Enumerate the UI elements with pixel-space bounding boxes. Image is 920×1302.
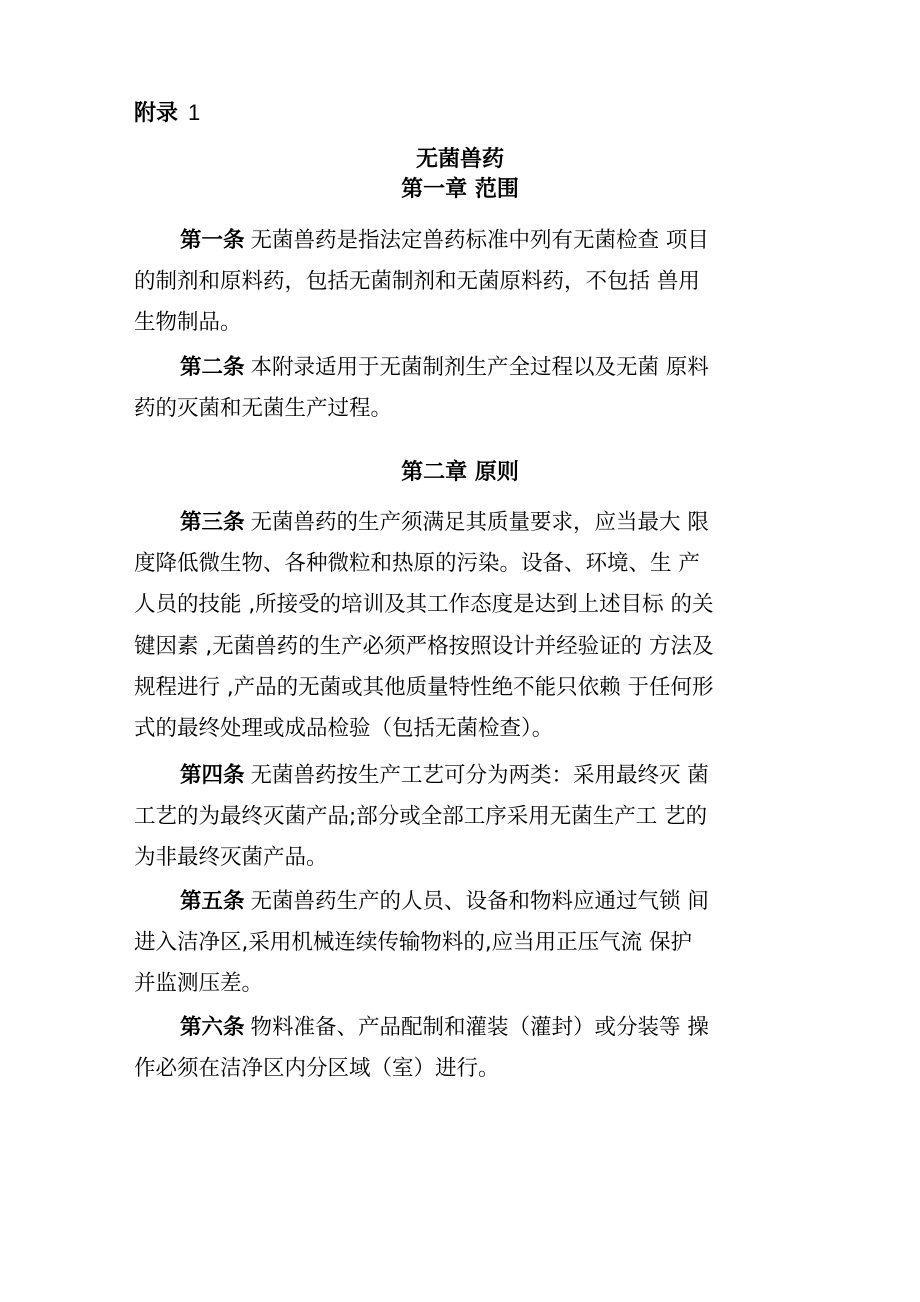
article-label: 第一条 <box>180 228 245 253</box>
article-text-line: 无菌兽药是指法定兽药标准中列有无菌检查 项目 <box>250 228 709 253</box>
article-text-line: 生物制品。 <box>134 310 242 336</box>
article-text-line: 物料准备、产品配制和灌装（灌封）或分装等 操 <box>250 1015 709 1040</box>
article-text-line: 药的灭菌和无菌生产过程。 <box>134 396 393 422</box>
article-2 <box>134 347 794 429</box>
article-text-line: 无菌兽药的生产须满足其质量要求，应当最大 限 <box>250 510 709 535</box>
article-text-line: 无菌兽药按生产工艺可分为两类：采用最终灭 菌 <box>250 763 709 788</box>
article-text-line: 进入洁净区,采用机械连续传输物料的,应当用正压气流 保护 <box>134 930 693 956</box>
article-text-line: 式的最终处理或成品检验（包括无菌检查）。 <box>134 715 554 741</box>
article-text-line: 本附录适用于无菌制剂生产全过程以及无菌 原料 <box>250 355 709 380</box>
article-4 <box>134 755 794 879</box>
article-5 <box>134 881 794 1005</box>
article-text-line: 规程进行 ,产品的无菌或其他质量特性绝不能只依赖 于任何形 <box>134 674 714 700</box>
chapter-2-heading: 第二章 原则 <box>401 460 519 485</box>
article-6 <box>134 1007 794 1089</box>
article-text-line: 并监测压差。 <box>134 971 264 997</box>
article-text-line: 作必须在洁净区内分区域（室）进行。 <box>134 1056 500 1082</box>
appendix-heading <box>134 96 200 127</box>
document-title: 无菌兽药 <box>415 147 504 172</box>
article-text-line: 工艺的为最终灭菌产品;部分或全部工序采用无菌生产工 艺的 <box>134 804 708 830</box>
article-text-line: 无菌兽药生产的人员、设备和物料应通过气锁 间 <box>250 889 709 914</box>
article-label: 第三条 <box>180 510 245 535</box>
article-text-line: 键因素 ,无菌兽药的生产必须严格按照设计并经验证的 方法及 <box>134 633 714 659</box>
article-label: 第五条 <box>180 889 245 914</box>
article-text-line: 人员的技能 ,所接受的培训及其工作态度是达到上述目标 的关 <box>134 592 714 618</box>
article-label: 第二条 <box>180 355 245 380</box>
article-3 <box>134 502 794 749</box>
article-text-line: 为非最终灭菌产品。 <box>134 845 328 871</box>
appendix-number: 1 <box>188 100 201 125</box>
article-label: 第四条 <box>180 763 245 788</box>
article-1 <box>134 220 794 344</box>
article-label: 第六条 <box>180 1015 245 1040</box>
article-text-line: 度降低微生物、各种微粒和热原的污染。设备、环境、生 产 <box>134 551 700 577</box>
article-text-line: 的制剂和原料药，包括无菌制剂和无菌原料药，不包括 兽用 <box>134 269 700 295</box>
appendix-label: 附录 <box>134 101 179 126</box>
chapter-1-heading: 第一章 范围 <box>401 177 519 202</box>
